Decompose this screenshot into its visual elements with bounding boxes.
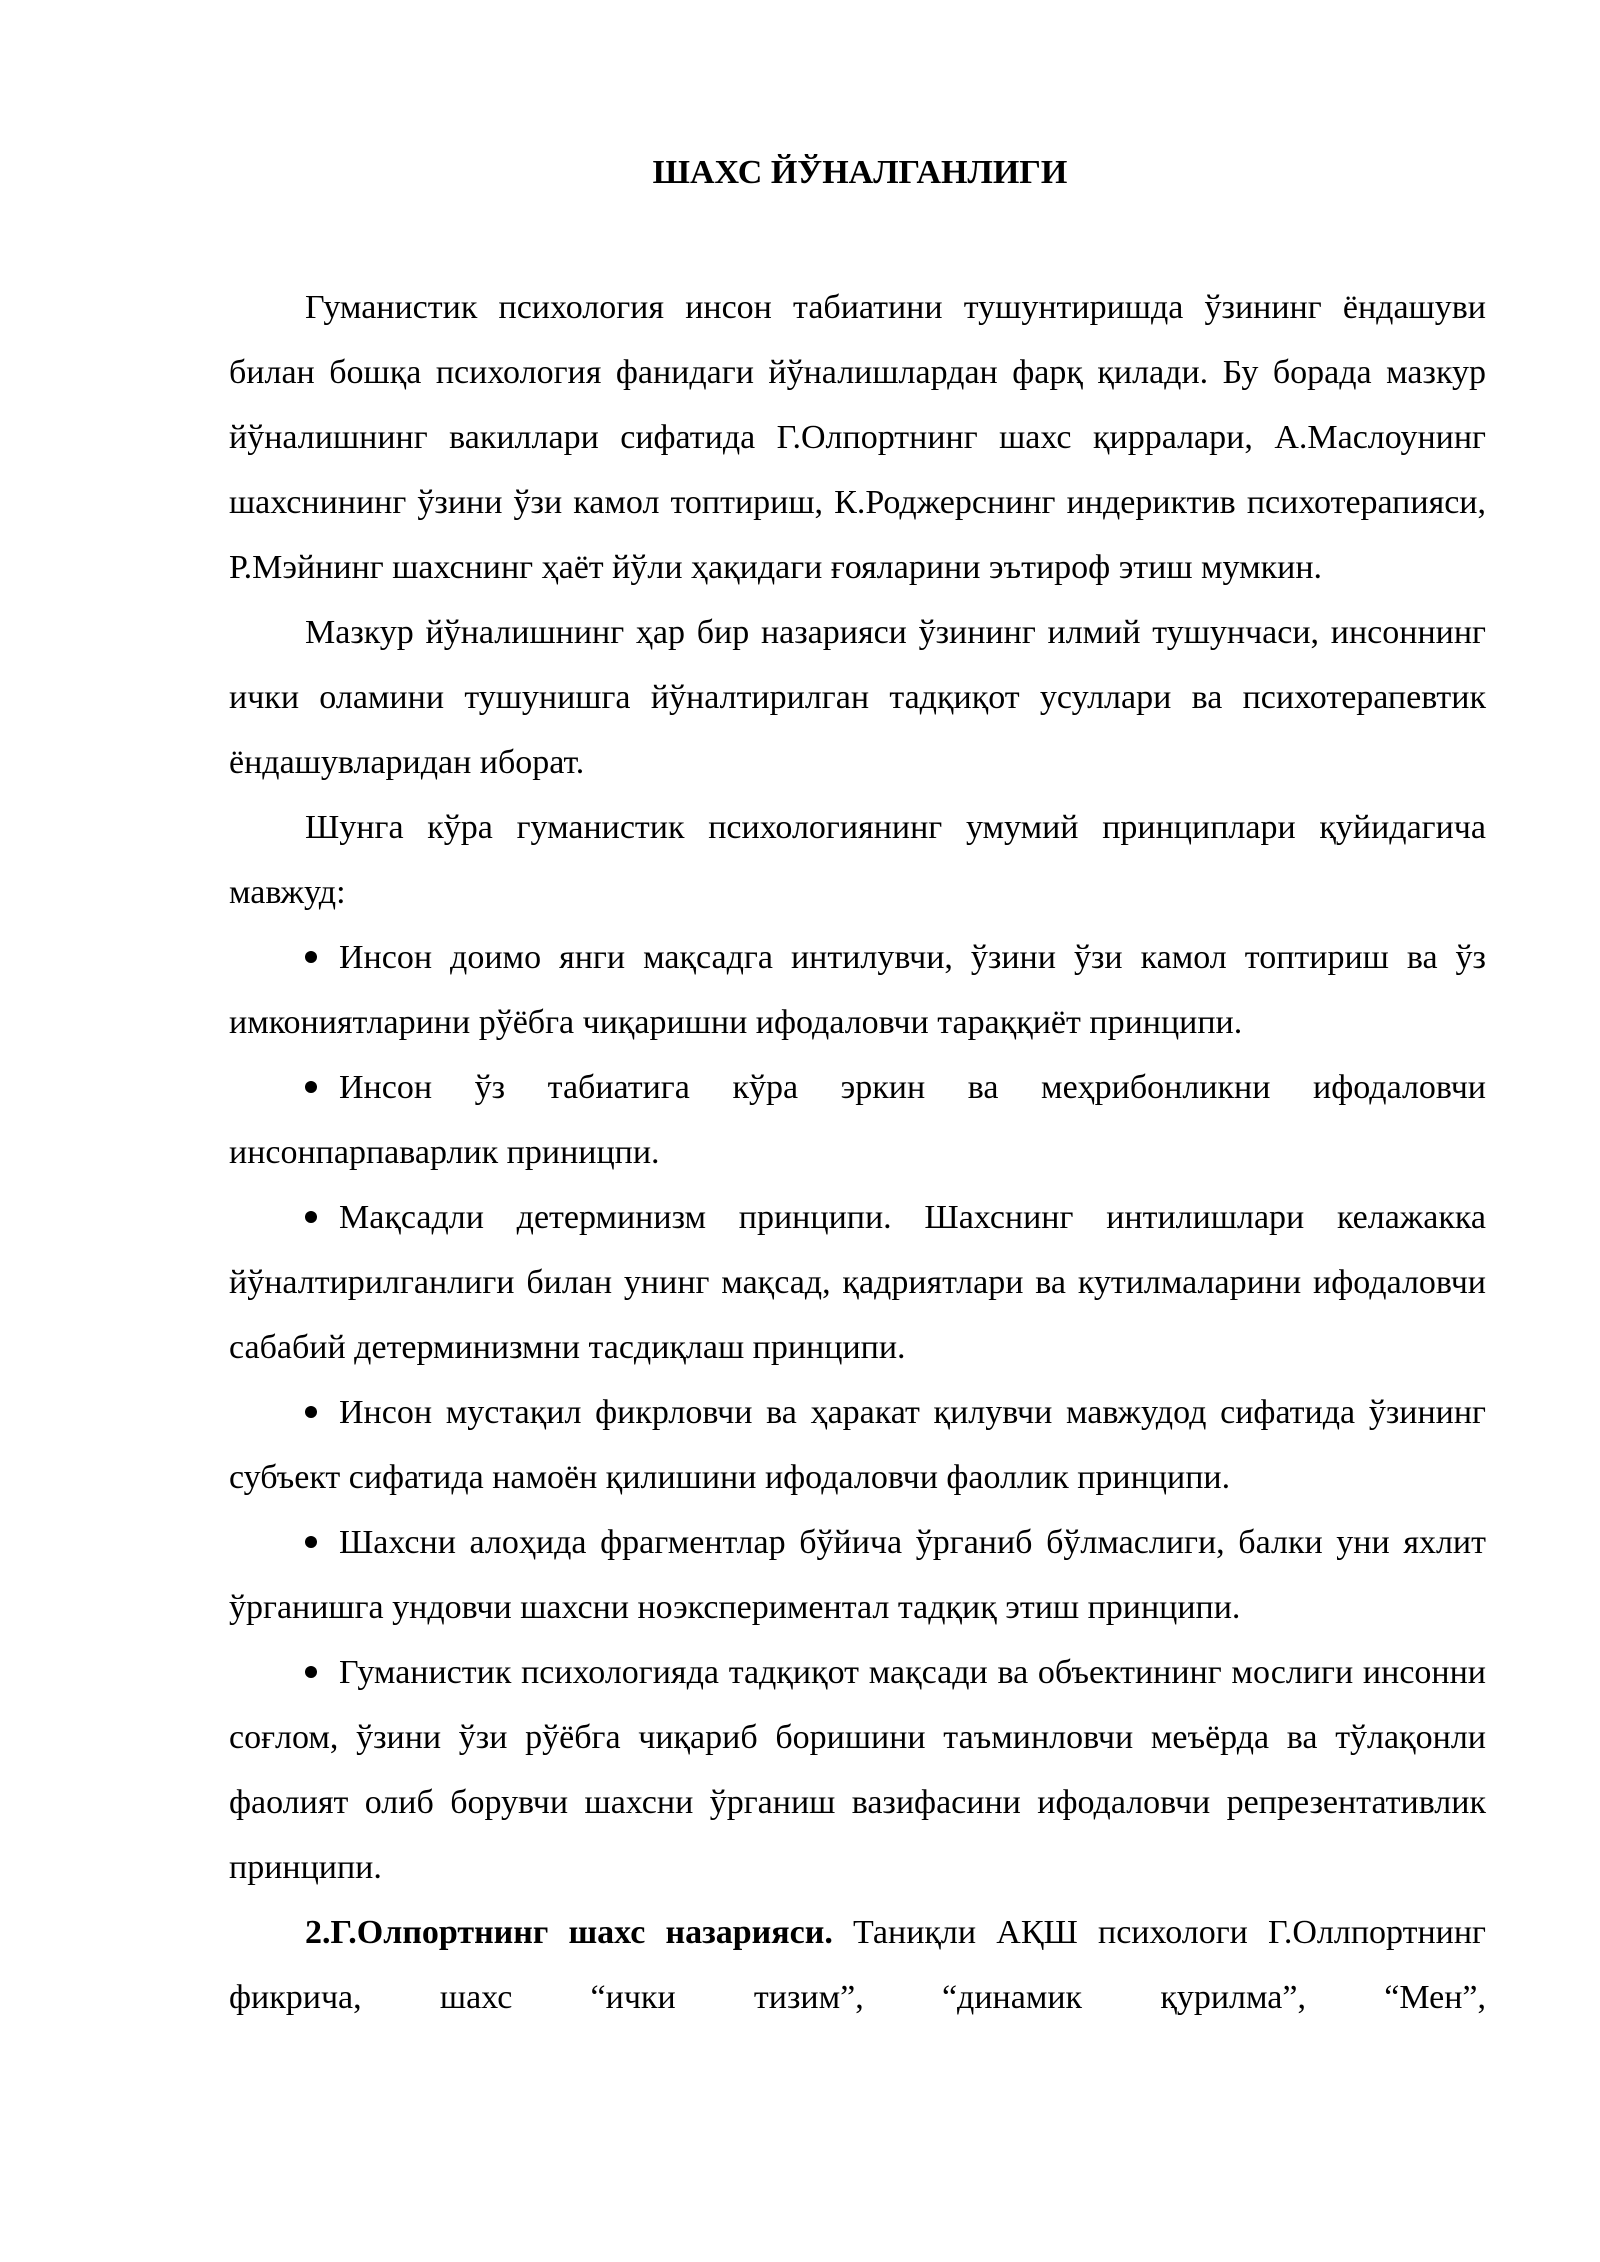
bullet-icon	[305, 1510, 339, 1575]
paragraph-theories: Мазкур йўналишнинг ҳар бир назарияси ўзининг илмий тушунчаси, инсоннинг ички оламини тушунишга йўналтирилган тадқиқот усуллари ва психотерапевтик ёндашувларидан иборат.	[229, 614, 1486, 781]
bullet-item	[229, 1185, 1486, 1380]
section-paragraph	[229, 1900, 1486, 2030]
bullet-item	[229, 1055, 1486, 1185]
bullet-icon	[305, 1055, 339, 1120]
bullet-text: Инсон мустақил фикрловчи ва ҳаракат қилувчи мавжудод сифатида ўзининг субъект сифатида намоён қилишини ифодаловчи фаоллик принципи.	[229, 1394, 1486, 1496]
bullet-text: Инсон доимо янги мақсадга интилувчи, ўзини ўзи камол топтириш ва ўз имкониятларини рўёбга чиқаришни ифодаловчи тараққиёт принципи.	[229, 939, 1486, 1041]
bullet-icon	[305, 925, 339, 990]
bullet-icon	[305, 1640, 339, 1705]
paragraph-principles-intro: Шунга кўра гуманистик психологиянинг умумий принциплари қуйидагича мавжуд:	[229, 809, 1486, 911]
bullet-icon	[305, 1380, 339, 1445]
document-body	[229, 275, 1486, 2030]
bullet-item	[229, 1380, 1486, 1510]
bullet-item	[229, 1510, 1486, 1640]
bullet-text: Шахсни алоҳида фрагментлар бўйича ўрганиб бўлмаслиги, балки уни яхлит ўрганишга ундовчи шахсни ноэкспериментал тадқиқ этиш принципи.	[229, 1524, 1486, 1626]
section-text: Таниқли АҚШ психологи Г.Оллпортнинг фикрича, шахс “ички тизим”, “динамик қурилма”, “Мен”,	[229, 1914, 1486, 2016]
paragraph-intro: Гуманистик психология инсон табиатини тушунтиришда ўзининг ёндашуви билан бошқа психология фанидаги йўналишлардан фарқ қилади. Бу борада мазкур йўналишнинг вакиллари сифатида Г.Олпортнинг шахс қирралари, А.Маслоунинг шахснининг ўзини ўзи камол топтириш, К.Роджерснинг индериктив психотерапияси, Р.Мэйнинг шахснинг ҳаёт йўли ҳақидаги ғояларини эътироф этиш мумкин.	[229, 289, 1486, 586]
document-title: ШАХС ЙЎНАЛГАНЛИГИ	[652, 154, 1068, 191]
bullet-icon	[305, 1185, 339, 1250]
bullet-text: Мақсадли детерминизм принципи. Шахснинг интилишлари келажакка йўналтирилганлиги билан унинг мақсад, қадриятлари ва кутилмаларини ифодаловчи сабабий детерминизмни тасдиқлаш принципи.	[229, 1199, 1486, 1366]
section-heading: 2.Г.Олпортнинг шахс назарияси.	[305, 1914, 833, 1951]
bullet-text: Инсон ўз табиатига кўра эркин ва меҳрибонликни ифодаловчи инсонпарпаварлик приницпи.	[229, 1069, 1486, 1171]
bullet-text: Гуманистик психологияда тадқиқот мақсади ва объектининг мослиги инсонни соғлом, ўзини ўзи рўёбга чиқариб боришини таъминловчи меъёрда ва тўлақонли фаолият олиб борувчи шахсни ўрганиш вазифасини ифодаловчи репрезентативлик принципи.	[229, 1654, 1486, 1886]
bullet-item	[229, 925, 1486, 1055]
bullet-item	[229, 1640, 1486, 1900]
